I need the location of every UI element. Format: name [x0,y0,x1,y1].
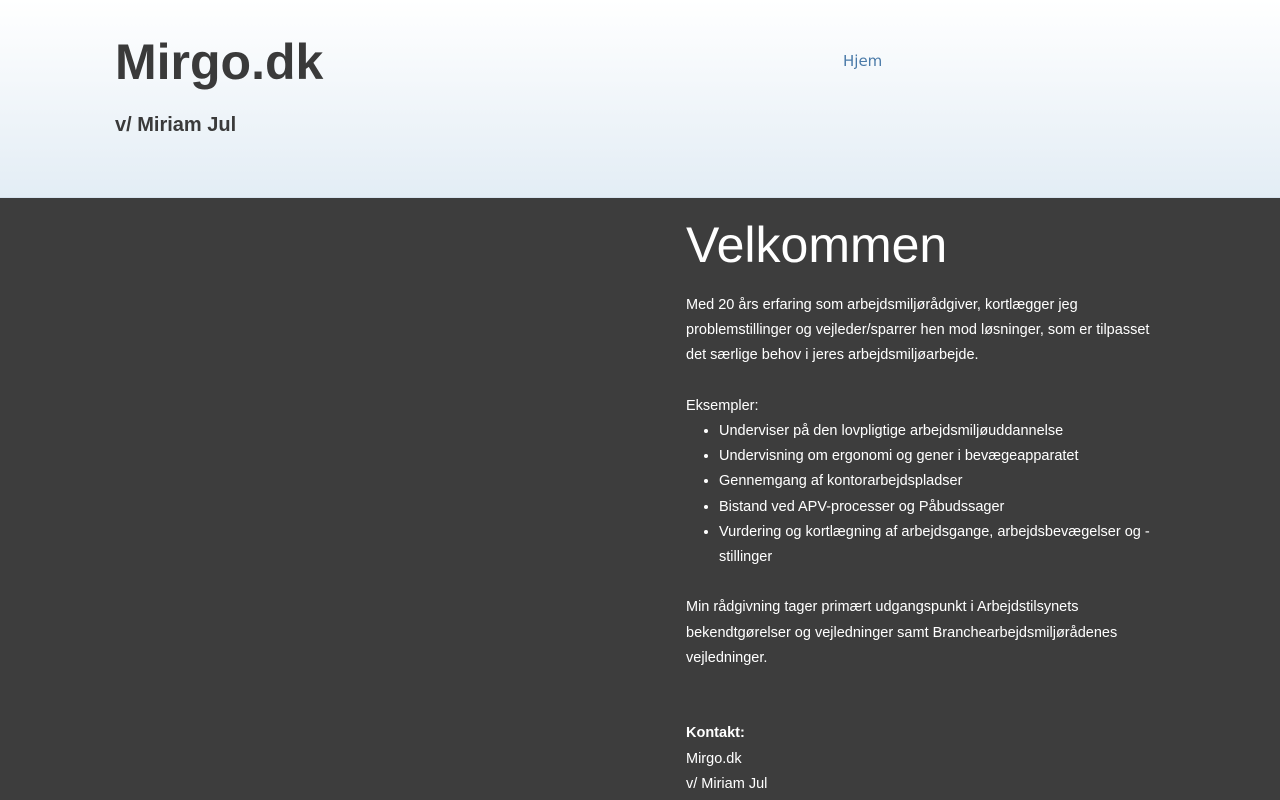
nav-item-hjem[interactable]: Hjem [843,52,883,70]
list-item: • Vurdering og kortlægning af arbejdsgange, arbejdsbevægelser og -stillinger [719,520,1166,570]
intro-paragraph: Med 20 års erfaring som arbejdsmiljørådgiver, kortlægger jeg problemstillinger og vejleder/sparrer hen mod løsninger, som er tilpasset det særlige behov i jeres arbejdsmiljøarbejde. [686,297,1150,364]
spacer [686,671,1166,696]
site-header [0,0,1280,198]
spacer [686,369,1166,394]
contact-line: Mirgo.dk [686,750,742,767]
examples-label: Eksempler: [686,397,759,414]
page-heading: Velkommen [686,217,948,273]
contact-label: Kontakt: [686,725,745,742]
spacer [686,570,1166,595]
list-item: • Gennemgang af kontorarbejdspladser [719,469,1166,494]
list-item: • Underviser på den lovpligtige arbejdsmiljøuddannelse [719,419,1166,444]
list-item: • Bistand ved APV-processer og Påbudssager [719,495,1166,520]
basis-paragraph: Min rådgivning tager primært udgangspunkt i Arbejdstilsynets bekendtgørelser og vejledninger samt Branchearbejdsmiljørådenes vejledninger. [686,599,1118,666]
spacer [686,696,1166,721]
examples-list [686,419,1166,570]
welcome-content [686,198,1166,797]
contact-line: v/ Miriam Jul [686,775,768,792]
main-content-area [0,198,1280,800]
site-subtitle: v/ Miriam Jul [115,114,237,136]
site-title-link[interactable]: Mirgo.dk [115,34,324,90]
list-item: • Undervisning om ergonomi og gener i bevægeapparatet [719,444,1166,469]
